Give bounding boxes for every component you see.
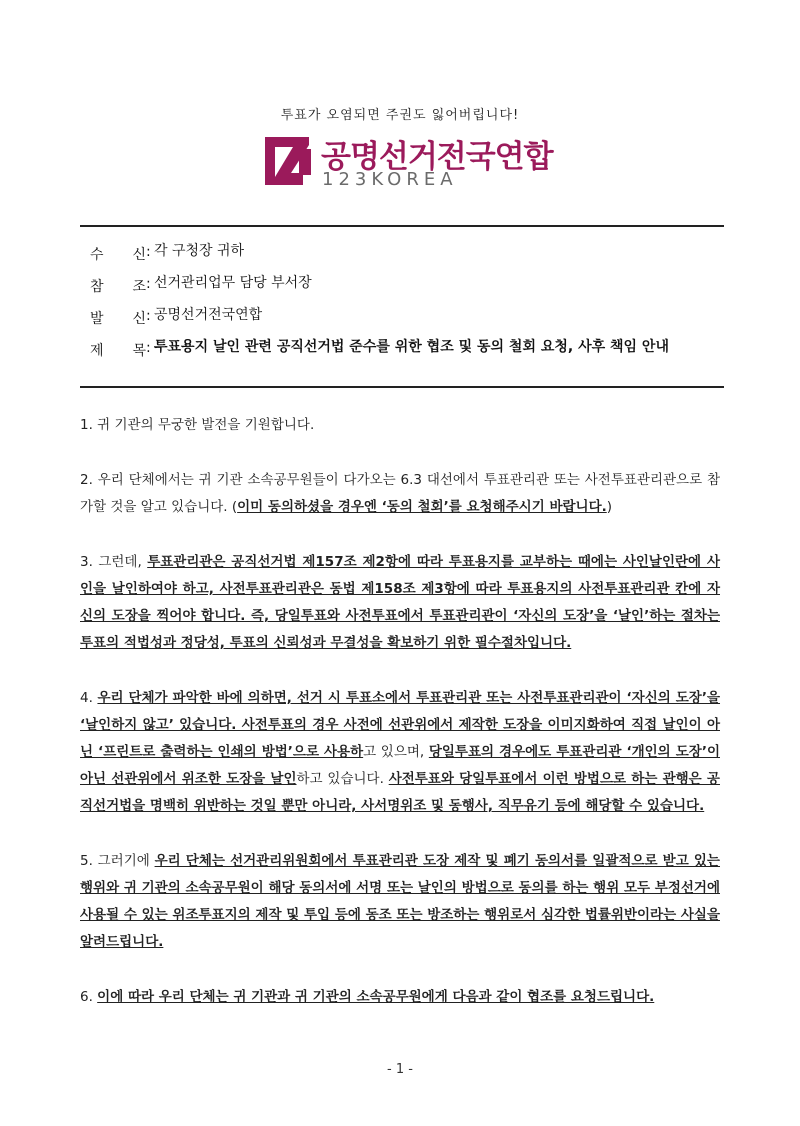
emphasis-text: 사전투표와 당일투표에서 이런 방법으로 하는 관행은 공직선거법을 명백히 위반하는 것일 뿐만 아니라, 사서명위조 및 동행사, 직무유기 등에 해당할 수 있습니다. — [80, 771, 720, 814]
meta-label-char: 신 — [132, 311, 146, 327]
logo-name: 공명선거전국연합 — [321, 139, 553, 175]
meta-subject: 제 목 : 투표용지 날인 관련 공직선거법 준수를 위한 협조 및 동의 철회 요청, 사후 책임 안내 — [90, 340, 710, 360]
meta-value: 각 구청장 귀하 — [154, 243, 245, 259]
logo-mark-icon — [263, 133, 315, 191]
organization-logo — [263, 133, 563, 195]
emphasis-text: 우리 단체는 선거관리위원회에서 투표관리관 도장 제작 및 폐기 동의서를 일괄적으로 받고 있는 행위와 귀 기관의 소속공무원이 해당 동의서에 서명 또는 날인의 방법으로 동의를 하는 행위 모두 부정선거에 사용될 수 있는 위조투표지의 제작 및 투입 등에 동조 또는 방조하는 행위로서 심각한 법률위반이라는 사실을 알려드립니다. — [80, 853, 720, 950]
meta-label-char: 참 — [90, 279, 104, 295]
meta-sender: 발 신 : 공명선거전국연합 — [90, 308, 710, 328]
emphasis-text: 투표관리관은 공직선거법 제157조 제2항에 따라 투표용지를 교부하는 때에는 사인날인란에 사인을 날인하여야 하고, 사전투표관리관은 동법 제158조 제3항에 따라 투표용지의 사전투표관리관 칸에 자신의 도장을 찍어야 합니다. 즉, 당일투표와 사전투표에서 투표관리관이 ‘자신의 도장’을 ‘날인’하는 절차는 투표의 적법성과 정당성, 투표의 신뢰성과 무결성을 확보하기 위한 필수절차입니다. — [80, 554, 720, 651]
tagline: 투표가 오염되면 주권도 잃어버립니다! — [280, 108, 520, 123]
emphasis-text: 당일투표의 경우에도 투표관리관 ‘개인의 도장’이 아닌 선관위에서 위조한 도장을 날인 — [80, 744, 720, 787]
document-body — [80, 412, 720, 1039]
meta-label-char: 신 — [132, 247, 146, 263]
document-meta — [90, 244, 710, 372]
emphasis-text: 이미 동의하셨을 경우엔 ‘동의 철회’를 요청해주시기 바랍니다. — [237, 499, 607, 515]
meta-value: 공명선거전국연합 — [154, 307, 263, 323]
meta-reference: 참 조 : 선거관리업무 담당 부서장 — [90, 276, 710, 296]
emphasis-text: 이에 따라 우리 단체는 귀 기관과 귀 기관의 소속공무원에게 다음과 같이 협조를 요청드립니다. — [97, 989, 655, 1005]
paragraph-3: 3. 그런데, 투표관리관은 공직선거법 제157조 제2항에 따라 투표용지를 교부하는 때에는 사인날인란에 사인을 날인하여야 하고, 사전투표관리관은 동법 제158조 제3항에 따라 투표용지의 사전투표관리관 칸에 자신의 도장을 찍어야 합니다. 즉, 당일투표와 사전투표에서 투표관리관이 ‘자신의 도장’을 ‘날인’하는 절차는 투표의 적법성과 정당성, 투표의 신뢰성과 무결성을 확보하기 위한 필수절차입니다. — [80, 554, 720, 651]
meta-label-char: 제 — [90, 343, 104, 359]
page-number: - 1 - — [387, 1062, 413, 1077]
top-divider — [80, 225, 724, 227]
meta-recipient: 수 신 : 각 구청장 귀하 — [90, 244, 710, 264]
paragraph-2: 2. 우리 단체에서는 귀 기관 소속공무원들이 다가오는 6.3 대선에서 투표관리관 또는 사전투표관리관으로 참가할 것을 알고 있습니다. (이미 동의하셨을 경우엔 ‘동의 철회’를 요청해주시기 바랍니다.) — [80, 472, 720, 515]
paragraph-6: 6. 이에 따라 우리 단체는 귀 기관과 귀 기관의 소속공무원에게 다음과 같이 협조를 요청드립니다. — [80, 989, 655, 1005]
meta-label-char: 조 — [132, 279, 146, 295]
meta-subject-value: 투표용지 날인 관련 공직선거법 준수를 위한 협조 및 동의 철회 요청, 사후 책임 안내 — [154, 339, 669, 355]
meta-value: 선거관리업무 담당 부서장 — [154, 275, 312, 291]
meta-label-char: 발 — [90, 311, 104, 327]
paragraph-5: 5. 그러기에 우리 단체는 선거관리위원회에서 투표관리관 도장 제작 및 폐기 동의서를 일괄적으로 받고 있는 행위와 귀 기관의 소속공무원이 해당 동의서에 서명 또는 날인의 방법으로 동의를 하는 행위 모두 부정선거에 사용될 수 있는 위조투표지의 제작 및 투입 등에 동조 또는 방조하는 행위로서 심각한 법률위반이라는 사실을 알려드립니다. — [80, 853, 720, 950]
logo-subtitle: 123KOREA — [322, 169, 458, 190]
meta-label-char: 수 — [90, 247, 104, 263]
paragraph-1: 1. 귀 기관의 무궁한 발전을 기원합니다. — [80, 417, 315, 433]
emphasis-text: 우리 단체가 파악한 바에 의하면, 선거 시 투표소에서 투표관리관 또는 사전투표관리관이 ‘자신의 도장’을 ‘날인하지 않고’ 있습니다. 사전투표의 경우 사전에 선관위에서 제작한 도장을 이미지화하여 직접 날인이 아닌 ‘프린트로 출력하는 인쇄의 방법’으로 사용하 — [80, 690, 721, 760]
bottom-divider — [80, 386, 724, 388]
meta-label-char: 목 — [132, 343, 146, 359]
paragraph-4: 4. 우리 단체가 파악한 바에 의하면, 선거 시 투표소에서 투표관리관 또는 사전투표관리관이 ‘자신의 도장’을 ‘날인하지 않고’ 있습니다. 사전투표의 경우 사전에 선관위에서 제작한 도장을 이미지화하여 직접 날인이 아닌 ‘프린트로 출력하는 인쇄의 방법’으로 사용하고 있으며, 당일투표의 경우에도 투표관리관 ‘개인의 도장’이 아닌 선관위에서 위조한 도장을 날인하고 있습니다. 사전투표와 당일투표에서 이런 방법으로 하는 관행은 공직선거법을 명백히 위반하는 것일 뿐만 아니라, 사서명위조 및 동행사, 직무유기 등에 해당할 수 있습니다. — [80, 690, 721, 814]
